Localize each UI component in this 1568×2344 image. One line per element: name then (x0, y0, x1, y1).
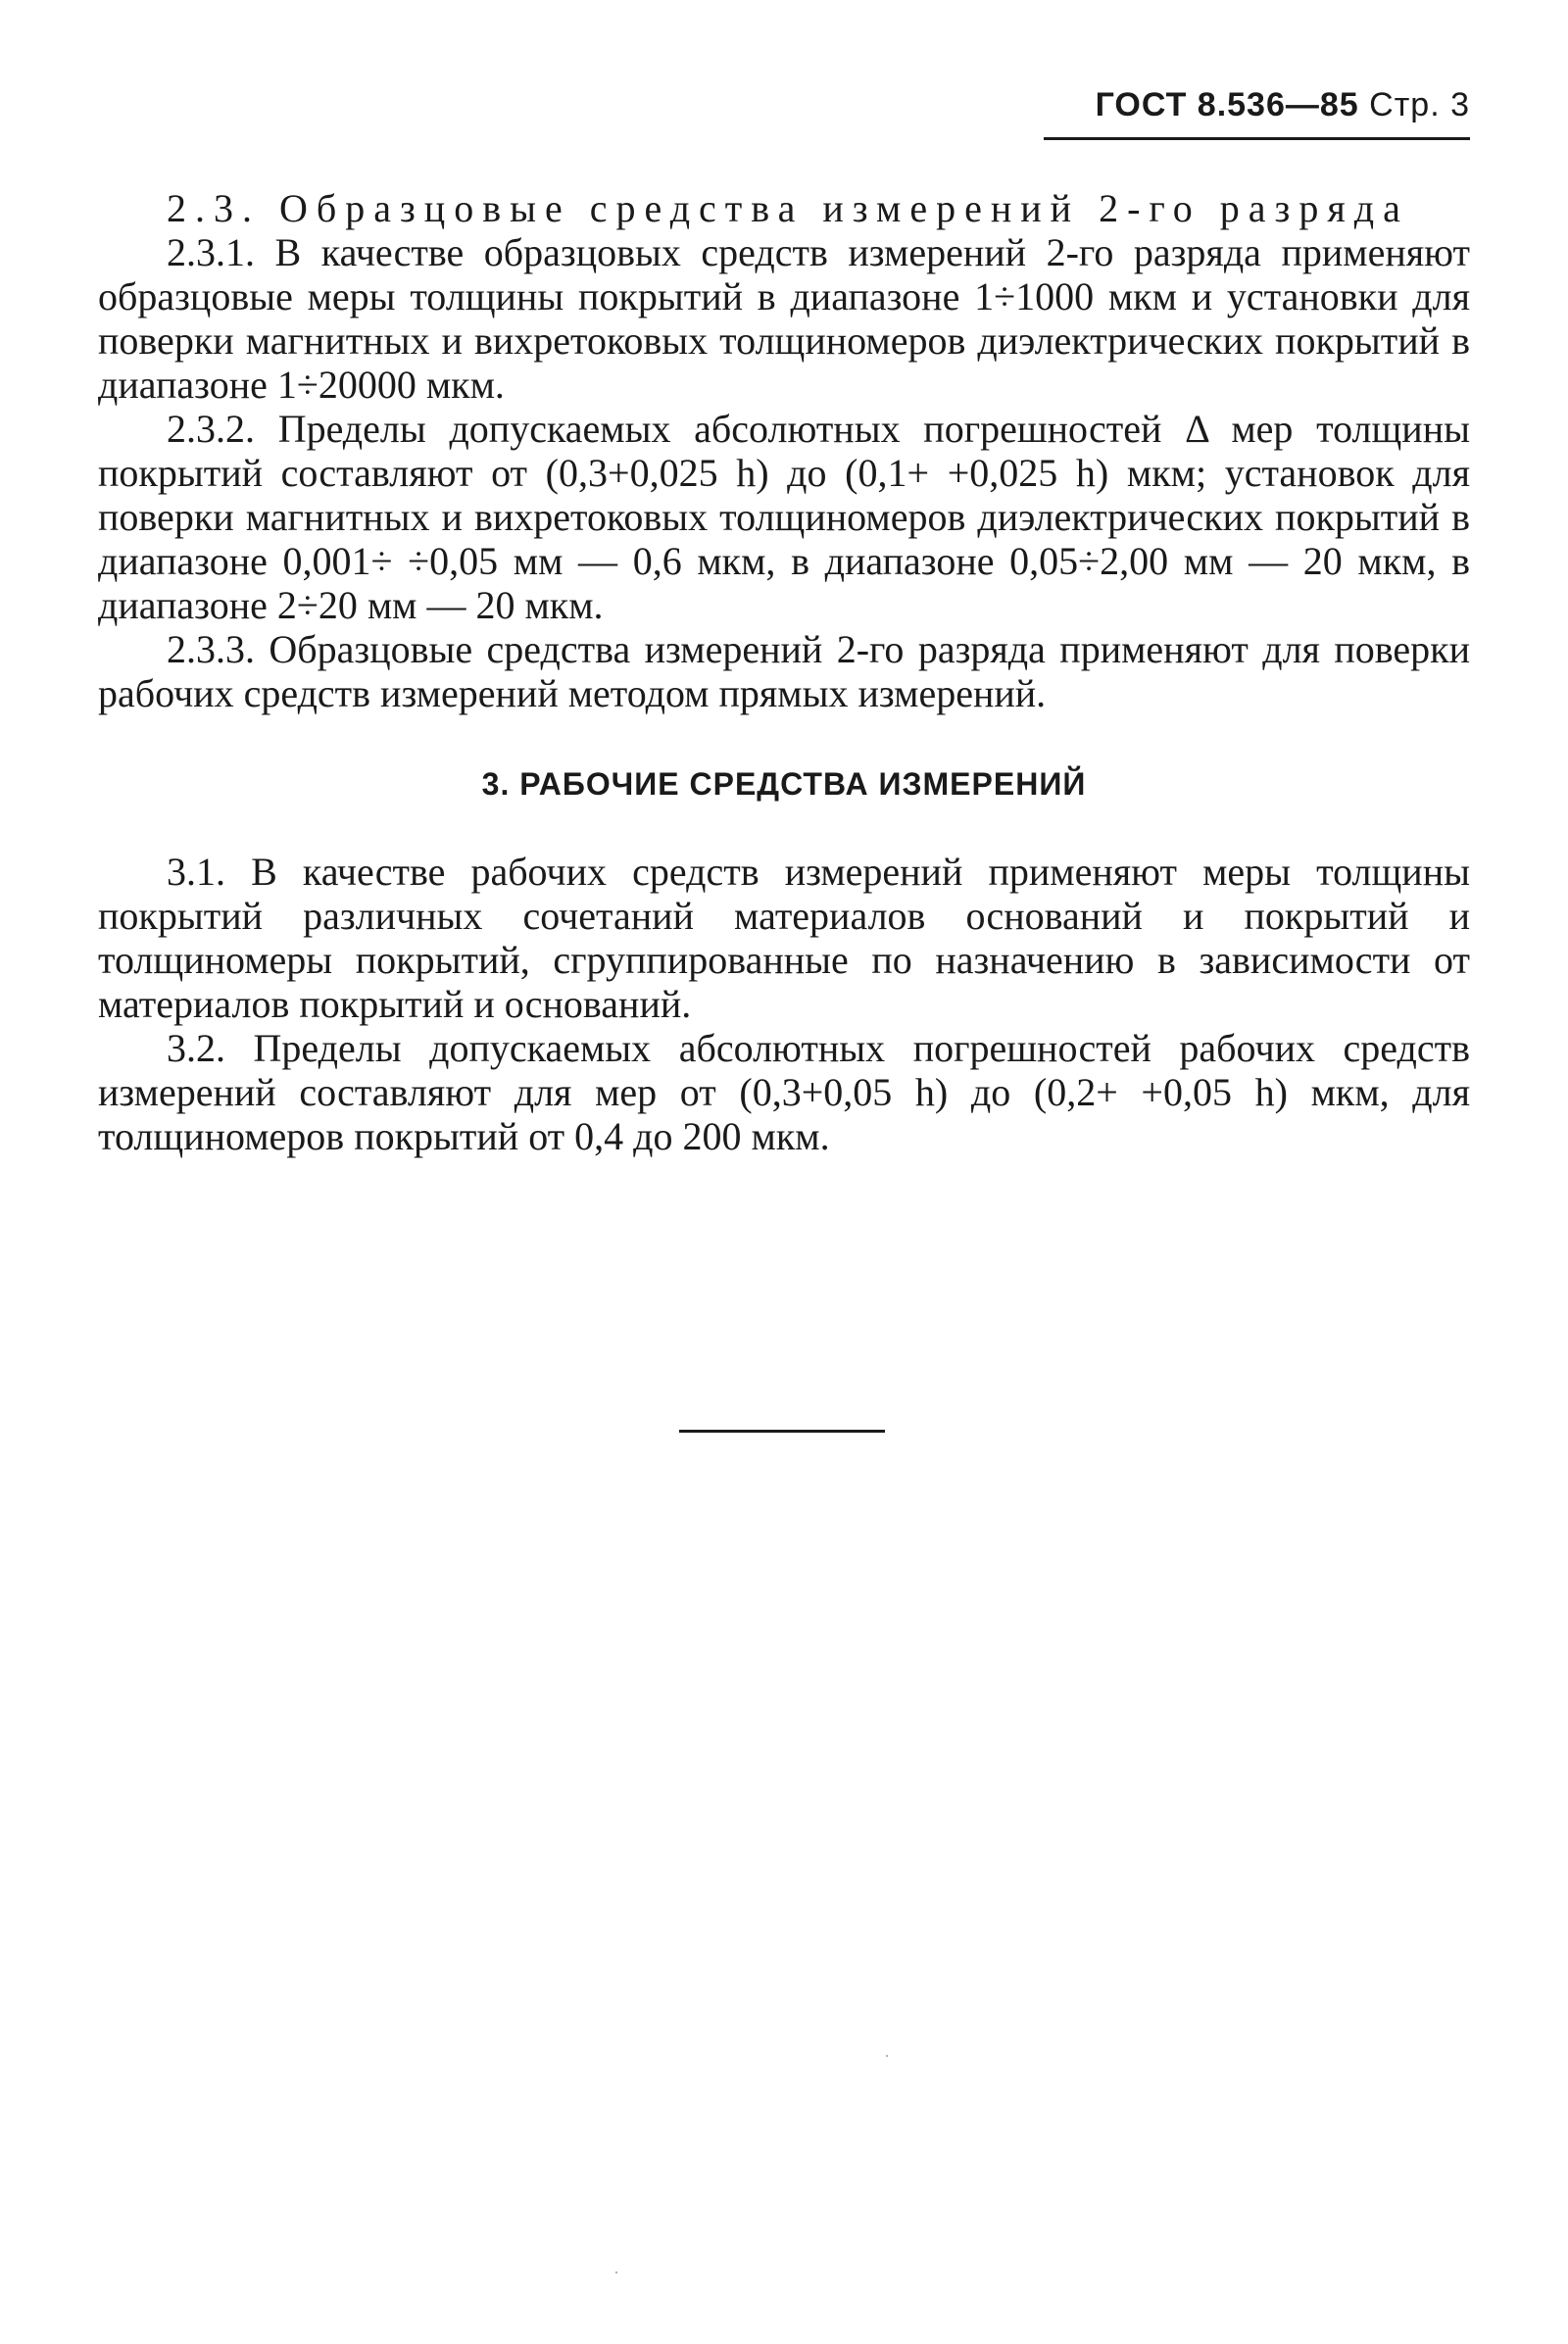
paragraph-3-2: 3.2. Пределы допускаемых абсолютных погрешностей рабочих средств измерений составляют для мер от (0,3+0,05 h) до (0,2+ +0,05 h) мкм, для толщиномеров покрытий от 0,4 до 200 мкм. (98, 1026, 1470, 1158)
paragraph-2-3-2: 2.3.2. Пределы допускаемых абсолютных погрешностей Δ мер толщины покрытий составляют от (0,3+0,025 h) до (0,1+ +0,025 h) мкм; установок для поверки магнитных и вихретоковых толщиномеров диэлектрических покрытий в диапазоне 0,001÷ ÷0,05 мм — 0,6 мкм, в диапазоне 0,05÷2,00 мм — 20 мкм, в диапазоне 2÷20 мм — 20 мкм. (98, 407, 1470, 627)
section-title-3: 3. РАБОЧИЕ СРЕДСТВА ИЗМЕРЕНИЙ (481, 766, 1087, 802)
document-body (98, 186, 1470, 1158)
end-of-text-rule (679, 1430, 885, 1433)
paragraph-3-1: 3.1. В качестве рабочих средств измерений применяют меры толщины покрытий различных сочетаний материалов оснований и покрытий и толщиномеры покрытий, сгруппированные по назначению в зависимости от материалов покрытий и оснований. (98, 850, 1470, 1026)
header-rule (1044, 137, 1470, 140)
page-number: Стр. 3 (1369, 86, 1470, 123)
standard-code: ГОСТ 8.536—85 (1095, 86, 1359, 123)
paragraph-2-3-1: 2.3.1. В качестве образцовых средств измерений 2-го разряда применяют образцовые меры толщины покрытий в диапазоне 1÷1000 мкм и установки для поверки магнитных и вихретоковых толщиномеров диэлектрических покрытий в диапазоне 1÷20000 мкм. (98, 230, 1470, 407)
scan-speck (886, 2055, 888, 2057)
scan-speck (615, 2271, 617, 2273)
subsection-heading-2-3: 2.3. Образцовые средства измерений 2-го разряда (167, 186, 1409, 230)
page-header (1049, 86, 1470, 124)
paragraph-2-3-3: 2.3.3. Образцовые средства измерений 2-го разряда применяют для поверки рабочих средств измерений методом прямых измерений. (98, 627, 1470, 715)
